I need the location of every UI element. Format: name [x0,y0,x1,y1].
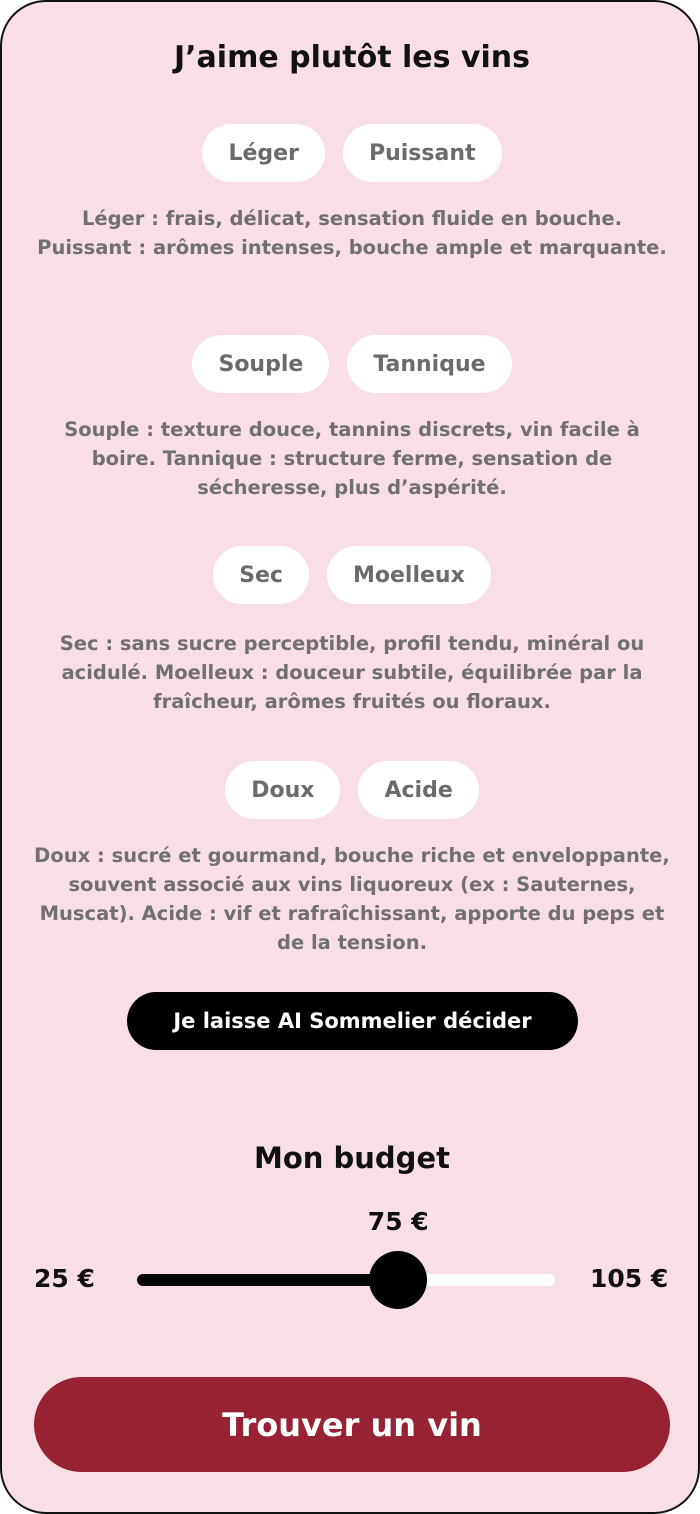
option-tannique-button[interactable]: Tannique [347,335,511,393]
budget-title: Mon budget [254,1141,450,1175]
budget-value-label: 75 € [367,1207,429,1236]
option-row-2 [2,335,700,393]
option-puissant-button[interactable]: Puissant [343,124,502,182]
option-doux-button[interactable]: Doux [225,761,340,819]
budget-slider[interactable] [137,1274,555,1286]
page-title: J’aime plutôt les vins [174,40,530,75]
option-description-2: Souple : texture douce, tannins discrets, vin facile à boire. Tannique : structure ferme, sensation de sécheresse, plus d’aspérité. [64,418,640,499]
budget-slider-thumb[interactable] [369,1251,427,1309]
option-leger-button[interactable]: Léger [202,124,324,182]
option-row-1 [2,124,700,182]
budget-max-label: 105 € [590,1264,669,1293]
option-moelleux-button[interactable]: Moelleux [327,546,491,604]
option-acide-button[interactable]: Acide [358,761,478,819]
budget-slider-fill [137,1274,398,1286]
option-description-1: Léger : frais, délicat, sensation fluide en bouche. Puissant : arômes intenses, bouche ample et marquante. [37,207,667,259]
option-row-4 [2,761,700,819]
option-souple-button[interactable]: Souple [192,335,329,393]
ai-sommelier-button[interactable]: Je laisse AI Sommelier décider [127,992,578,1050]
find-wine-button[interactable]: Trouver un vin [34,1377,670,1472]
option-description-4: Doux : sucré et gourmand, bouche riche et enveloppante, souvent associé aux vins liquoreux (ex : Sauternes, Muscat). Acide : vif et rafraîchissant, apporte du peps et de la tension. [34,844,670,954]
option-description-3: Sec : sans sucre perceptible, profil tendu, minéral ou acidulé. Moelleux : douceur subtile, équilibrée par la fraîcheur, arômes fruités ou floraux. [59,632,645,713]
option-row-3 [2,546,700,604]
budget-min-label: 25 € [34,1264,95,1293]
option-sec-button[interactable]: Sec [213,546,309,604]
